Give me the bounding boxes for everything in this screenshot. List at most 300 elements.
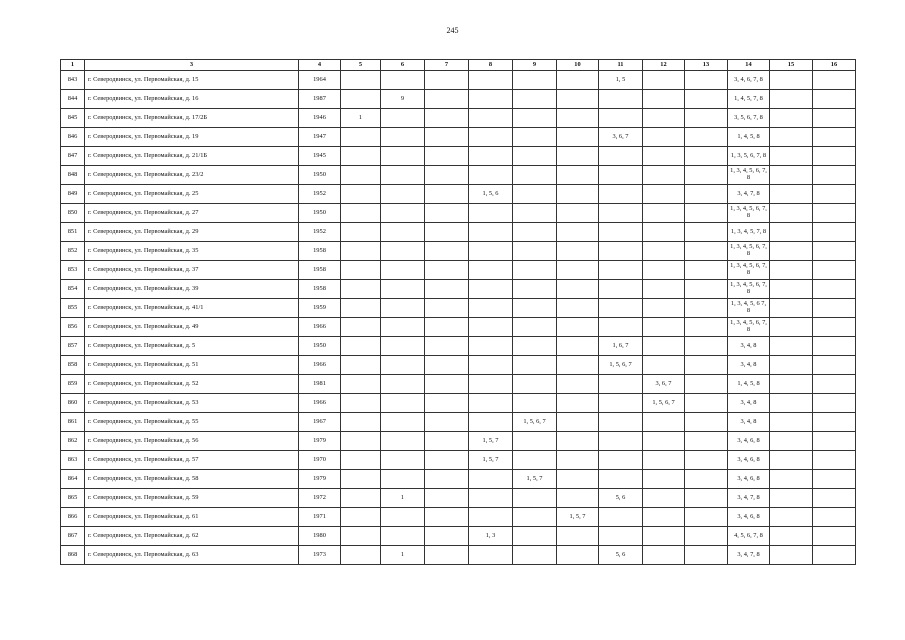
table-cell: [469, 394, 513, 413]
table-cell: [381, 128, 425, 147]
table-cell: 1, 3, 5, 6, 7, 8: [728, 147, 770, 166]
table-cell: [813, 337, 856, 356]
row-number-cell: 866: [61, 508, 85, 527]
row-number-cell: 858: [61, 356, 85, 375]
table-row: [61, 185, 856, 204]
table-cell: [557, 280, 599, 299]
table-cell: [643, 71, 685, 90]
year-cell: 1979: [299, 432, 341, 451]
address-cell: г. Северодвинск, ул. Первомайская, д. 27: [85, 204, 299, 223]
table-cell: [643, 242, 685, 261]
table-cell: [685, 90, 728, 109]
table-cell: 9: [381, 90, 425, 109]
table-cell: [557, 394, 599, 413]
column-header-15: 15: [770, 60, 813, 71]
year-cell: 1987: [299, 90, 341, 109]
table-cell: [813, 299, 856, 318]
address-cell: г. Северодвинск, ул. Первомайская, д. 25: [85, 185, 299, 204]
table-cell: 3, 4, 7, 8: [728, 185, 770, 204]
table-cell: [685, 489, 728, 508]
table-cell: [513, 394, 557, 413]
table-cell: [685, 451, 728, 470]
table-cell: [599, 508, 643, 527]
table-cell: [381, 166, 425, 185]
table-row: [61, 413, 856, 432]
table-cell: [381, 470, 425, 489]
table-row: [61, 508, 856, 527]
table-cell: [425, 299, 469, 318]
table-cell: [813, 527, 856, 546]
table-row: [61, 318, 856, 337]
table-cell: [381, 451, 425, 470]
table-cell: [513, 432, 557, 451]
table-cell: [425, 185, 469, 204]
table-cell: [381, 204, 425, 223]
table-cell: [643, 261, 685, 280]
table-cell: [770, 166, 813, 185]
table-cell: [513, 242, 557, 261]
table-cell: [381, 299, 425, 318]
table-cell: [599, 185, 643, 204]
column-header-8: 8: [469, 60, 513, 71]
row-number-cell: 850: [61, 204, 85, 223]
row-number-cell: 855: [61, 299, 85, 318]
table-cell: 1, 5, 7: [513, 470, 557, 489]
table-cell: [381, 337, 425, 356]
row-number-cell: 846: [61, 128, 85, 147]
table-cell: [599, 109, 643, 128]
table-cell: [341, 71, 381, 90]
address-cell: г. Северодвинск, ул. Первомайская, д. 49: [85, 318, 299, 337]
row-number-cell: 867: [61, 527, 85, 546]
table-cell: [469, 71, 513, 90]
table-cell: [341, 546, 381, 565]
table-cell: [813, 413, 856, 432]
table-cell: 3, 6, 7: [599, 128, 643, 147]
table-cell: [341, 508, 381, 527]
table-cell: 1, 4, 5, 7, 8: [728, 90, 770, 109]
table-cell: [557, 546, 599, 565]
table-cell: [643, 166, 685, 185]
year-cell: 1966: [299, 318, 341, 337]
address-cell: г. Северодвинск, ул. Первомайская, д. 39: [85, 280, 299, 299]
table-cell: [381, 242, 425, 261]
address-cell: г. Северодвинск, ул. Первомайская, д. 51: [85, 356, 299, 375]
table-cell: [557, 413, 599, 432]
table-cell: [469, 337, 513, 356]
table-cell: [685, 527, 728, 546]
table-cell: [599, 299, 643, 318]
table-cell: [341, 299, 381, 318]
table-cell: [469, 356, 513, 375]
row-number-cell: 863: [61, 451, 85, 470]
year-cell: 1973: [299, 546, 341, 565]
table-cell: [425, 261, 469, 280]
table-cell: [341, 261, 381, 280]
table-cell: [381, 185, 425, 204]
table-cell: [599, 375, 643, 394]
table-cell: [599, 223, 643, 242]
table-cell: 5, 6: [599, 489, 643, 508]
year-cell: 1981: [299, 375, 341, 394]
row-number-cell: 865: [61, 489, 85, 508]
table-cell: [643, 470, 685, 489]
table-cell: [425, 242, 469, 261]
table-cell: [599, 204, 643, 223]
table-cell: [381, 375, 425, 394]
table-cell: [425, 508, 469, 527]
year-cell: 1979: [299, 470, 341, 489]
table-cell: 3, 4, 8: [728, 356, 770, 375]
table-cell: [770, 470, 813, 489]
table-cell: 1: [341, 109, 381, 128]
table-cell: 3, 4, 7, 8: [728, 546, 770, 565]
page-number: 245: [446, 26, 459, 35]
table-cell: [381, 356, 425, 375]
table-body: [61, 71, 856, 565]
year-cell: 1971: [299, 508, 341, 527]
table-cell: [557, 470, 599, 489]
table-cell: 3, 4, 6, 8: [728, 508, 770, 527]
address-cell: г. Северодвинск, ул. Первомайская, д. 23/2: [85, 166, 299, 185]
table-row: [61, 299, 856, 318]
table-cell: [557, 166, 599, 185]
table-cell: [469, 90, 513, 109]
year-cell: 1959: [299, 299, 341, 318]
table-cell: [425, 71, 469, 90]
table-cell: 1, 5, 7: [469, 451, 513, 470]
table-cell: [425, 394, 469, 413]
table-cell: [643, 280, 685, 299]
table-cell: [341, 527, 381, 546]
table-cell: [425, 470, 469, 489]
table-cell: [381, 261, 425, 280]
year-cell: 1950: [299, 204, 341, 223]
table-cell: [557, 451, 599, 470]
table-cell: [599, 147, 643, 166]
year-cell: 1966: [299, 394, 341, 413]
table-row: [61, 109, 856, 128]
table-cell: [599, 527, 643, 546]
year-cell: 1947: [299, 128, 341, 147]
table-cell: [770, 128, 813, 147]
table-cell: [813, 147, 856, 166]
table-cell: [770, 546, 813, 565]
table-cell: [599, 280, 643, 299]
table-row: [61, 71, 856, 90]
table-cell: [425, 527, 469, 546]
table-cell: [813, 508, 856, 527]
table-cell: [643, 432, 685, 451]
table-cell: 1, 6, 7: [599, 337, 643, 356]
table-cell: [341, 375, 381, 394]
table-cell: [643, 508, 685, 527]
table-cell: 1: [381, 546, 425, 565]
table-cell: [813, 356, 856, 375]
table-row: [61, 432, 856, 451]
table-cell: [381, 413, 425, 432]
table-cell: [425, 109, 469, 128]
table-cell: [425, 546, 469, 565]
address-cell: г. Северодвинск, ул. Первомайская, д. 58: [85, 470, 299, 489]
table-row: [61, 166, 856, 185]
table-cell: [469, 508, 513, 527]
table-cell: [770, 394, 813, 413]
year-cell: 1950: [299, 166, 341, 185]
row-number-cell: 856: [61, 318, 85, 337]
address-cell: г. Северодвинск, ул. Первомайская, д. 55: [85, 413, 299, 432]
table-row: [61, 451, 856, 470]
table-cell: [513, 223, 557, 242]
table-cell: 1, 5, 6, 7: [513, 413, 557, 432]
table-cell: [341, 242, 381, 261]
table-cell: [643, 185, 685, 204]
table-row: [61, 261, 856, 280]
table-cell: 1, 5: [599, 71, 643, 90]
table-cell: 3, 4, 7, 8: [728, 489, 770, 508]
table-cell: [813, 261, 856, 280]
table-cell: [513, 147, 557, 166]
table-cell: [381, 318, 425, 337]
address-cell: г. Северодвинск, ул. Первомайская, д. 17/2Б: [85, 109, 299, 128]
table-cell: [425, 413, 469, 432]
address-cell: г. Северодвинск, ул. Первомайская, д. 29: [85, 223, 299, 242]
table-cell: [770, 527, 813, 546]
table-cell: [557, 71, 599, 90]
year-cell: 1945: [299, 147, 341, 166]
row-number-cell: 859: [61, 375, 85, 394]
table-cell: [643, 413, 685, 432]
table-cell: [685, 375, 728, 394]
year-cell: 1946: [299, 109, 341, 128]
table-cell: 1, 3, 4, 5, 6, 7, 8: [728, 261, 770, 280]
table-cell: [770, 109, 813, 128]
table-cell: 1, 4, 5, 8: [728, 375, 770, 394]
table-cell: [685, 185, 728, 204]
table-cell: 1, 3, 4, 5, 6, 7, 8: [728, 318, 770, 337]
table-cell: [685, 356, 728, 375]
table-cell: [425, 166, 469, 185]
row-number-cell: 853: [61, 261, 85, 280]
table-cell: [557, 299, 599, 318]
row-number-cell: 857: [61, 337, 85, 356]
table-row: [61, 527, 856, 546]
table-cell: [685, 318, 728, 337]
year-cell: 1980: [299, 527, 341, 546]
table-cell: [685, 337, 728, 356]
table-row: [61, 242, 856, 261]
table-cell: [381, 508, 425, 527]
table-row: [61, 204, 856, 223]
address-cell: г. Северодвинск, ул. Первомайская, д. 53: [85, 394, 299, 413]
table-cell: [685, 147, 728, 166]
table-cell: 1, 5, 7: [469, 432, 513, 451]
table-cell: 1, 5, 7: [557, 508, 599, 527]
row-number-cell: 852: [61, 242, 85, 261]
table-cell: [770, 432, 813, 451]
table-cell: [513, 318, 557, 337]
table-cell: [685, 261, 728, 280]
table-cell: [813, 470, 856, 489]
header-row: [61, 60, 856, 71]
table-cell: [599, 394, 643, 413]
table-cell: [513, 204, 557, 223]
table-cell: [341, 280, 381, 299]
table-cell: [643, 451, 685, 470]
table-cell: [425, 147, 469, 166]
table-cell: [685, 109, 728, 128]
row-number-cell: 848: [61, 166, 85, 185]
row-number-cell: 860: [61, 394, 85, 413]
table-cell: [341, 90, 381, 109]
address-cell: г. Северодвинск, ул. Первомайская, д. 61: [85, 508, 299, 527]
address-cell: г. Северодвинск, ул. Первомайская, д. 41/1: [85, 299, 299, 318]
table-cell: 1, 3, 4, 5, 6, 7, 8: [728, 204, 770, 223]
table-cell: [770, 299, 813, 318]
table-row: [61, 147, 856, 166]
address-cell: г. Северодвинск, ул. Первомайская, д. 19: [85, 128, 299, 147]
table-cell: [381, 223, 425, 242]
table-cell: [425, 451, 469, 470]
table-cell: [813, 223, 856, 242]
year-cell: 1950: [299, 337, 341, 356]
row-number-cell: 862: [61, 432, 85, 451]
table-row: [61, 470, 856, 489]
table-cell: [599, 470, 643, 489]
address-cell: г. Северодвинск, ул. Первомайская, д. 57: [85, 451, 299, 470]
table-cell: [813, 185, 856, 204]
table-cell: [513, 546, 557, 565]
table-cell: [469, 299, 513, 318]
table-cell: [813, 489, 856, 508]
table-cell: [381, 109, 425, 128]
table-cell: [643, 489, 685, 508]
table-cell: 3, 4, 6, 8: [728, 432, 770, 451]
table-cell: [557, 318, 599, 337]
year-cell: 1952: [299, 223, 341, 242]
table-cell: [381, 71, 425, 90]
table-row: [61, 546, 856, 565]
table-cell: [813, 204, 856, 223]
table-cell: 3, 4, 6, 8: [728, 470, 770, 489]
column-header-5: 5: [341, 60, 381, 71]
table-cell: [685, 280, 728, 299]
table-cell: 1, 5, 6, 7: [643, 394, 685, 413]
table-cell: [643, 299, 685, 318]
address-cell: г. Северодвинск, ул. Первомайская, д. 56: [85, 432, 299, 451]
table-cell: [770, 375, 813, 394]
table-cell: [469, 546, 513, 565]
column-header-12: 12: [643, 60, 685, 71]
table-cell: [469, 318, 513, 337]
table-cell: [770, 489, 813, 508]
table-cell: [770, 261, 813, 280]
table-cell: [469, 147, 513, 166]
table-cell: [685, 394, 728, 413]
table-cell: [513, 356, 557, 375]
table-cell: [557, 223, 599, 242]
table-cell: [770, 280, 813, 299]
column-header-16: 16: [813, 60, 856, 71]
year-cell: 1970: [299, 451, 341, 470]
table-cell: [425, 128, 469, 147]
table-cell: [643, 147, 685, 166]
table-cell: [557, 432, 599, 451]
table-cell: [425, 280, 469, 299]
table-cell: [557, 185, 599, 204]
table-cell: [557, 128, 599, 147]
table-row: [61, 356, 856, 375]
column-header-13: 13: [685, 60, 728, 71]
table-cell: [341, 489, 381, 508]
table-cell: [469, 470, 513, 489]
row-number-cell: 854: [61, 280, 85, 299]
table-cell: [813, 432, 856, 451]
table-cell: [685, 432, 728, 451]
table-cell: [770, 223, 813, 242]
table-cell: [513, 90, 557, 109]
table-cell: [813, 375, 856, 394]
table-cell: [685, 166, 728, 185]
table-cell: 1, 3, 4, 5, 6 7, 8: [728, 299, 770, 318]
table-cell: [341, 356, 381, 375]
row-number-cell: 851: [61, 223, 85, 242]
table-cell: [513, 508, 557, 527]
table-cell: [557, 489, 599, 508]
address-cell: г. Северодвинск, ул. Первомайская, д. 16: [85, 90, 299, 109]
table-cell: [813, 546, 856, 565]
table-cell: 1, 3, 4, 5, 6, 7, 8: [728, 242, 770, 261]
address-cell: г. Северодвинск, ул. Первомайская, д. 15: [85, 71, 299, 90]
column-header-14: 14: [728, 60, 770, 71]
row-number-cell: 843: [61, 71, 85, 90]
table-cell: [513, 337, 557, 356]
table-cell: [813, 109, 856, 128]
table-cell: [770, 318, 813, 337]
table-cell: [685, 508, 728, 527]
column-header-7: 7: [425, 60, 469, 71]
address-cell: г. Северодвинск, ул. Первомайская, д. 5: [85, 337, 299, 356]
table-cell: 1, 3, 4, 5, 6, 7, 8: [728, 280, 770, 299]
table-cell: [513, 280, 557, 299]
table-cell: [513, 109, 557, 128]
table-cell: [685, 128, 728, 147]
table-cell: [685, 204, 728, 223]
table-cell: [341, 166, 381, 185]
table-cell: [813, 451, 856, 470]
table-cell: [469, 280, 513, 299]
table-cell: [770, 413, 813, 432]
table-row: [61, 223, 856, 242]
table-cell: [513, 451, 557, 470]
table-cell: 1, 5, 6: [469, 185, 513, 204]
year-cell: 1972: [299, 489, 341, 508]
table-cell: [469, 261, 513, 280]
table-cell: [643, 128, 685, 147]
year-cell: 1958: [299, 280, 341, 299]
table-cell: [513, 185, 557, 204]
address-cell: г. Северодвинск, ул. Первомайская, д. 62: [85, 527, 299, 546]
address-cell: г. Северодвинск, ул. Первомайская, д. 59: [85, 489, 299, 508]
table-cell: [469, 166, 513, 185]
table-cell: [599, 261, 643, 280]
table-cell: [643, 356, 685, 375]
table-cell: [813, 90, 856, 109]
table-cell: [381, 147, 425, 166]
table-cell: [813, 280, 856, 299]
table-cell: [381, 394, 425, 413]
table-cell: [425, 375, 469, 394]
